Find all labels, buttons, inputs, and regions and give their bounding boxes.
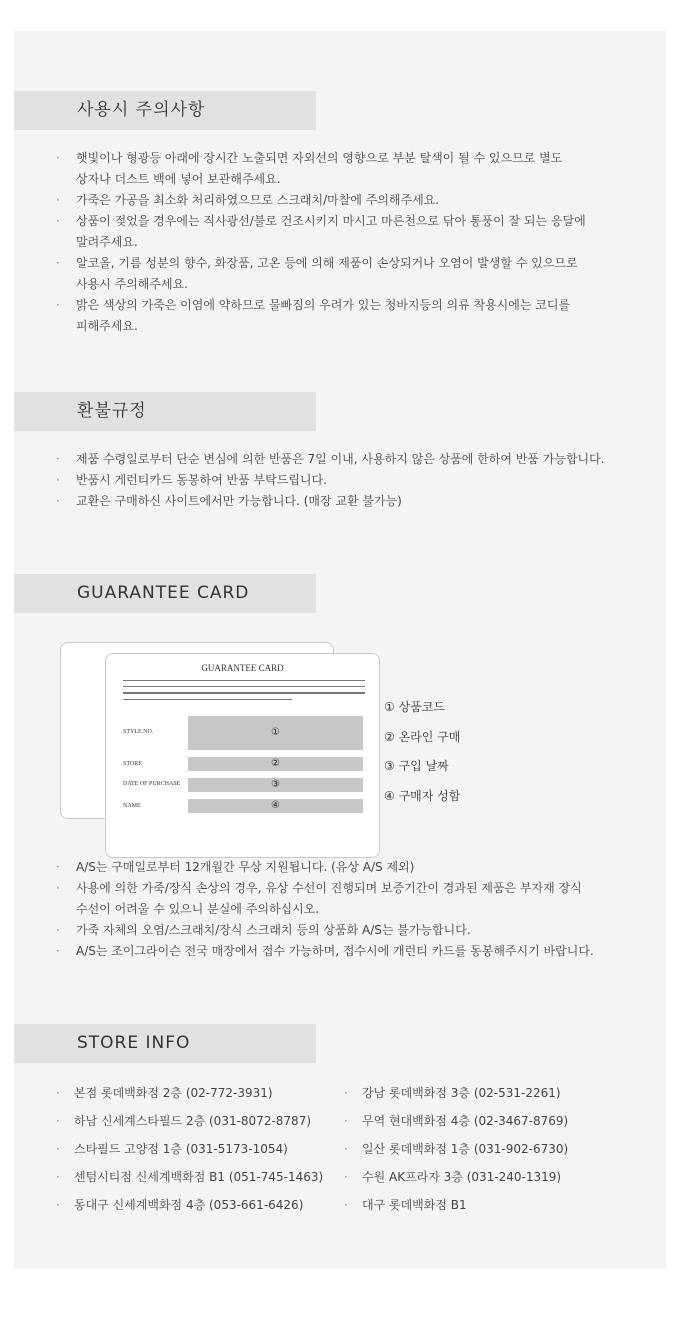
- caution-title: 사용시 주의사항: [77, 100, 206, 120]
- card-row-label: STYLE NO.: [123, 729, 154, 735]
- store-item: · 무역 현대백화점 4층 (02-3467-8769): [344, 1114, 568, 1142]
- card-row-label: STORE: [123, 761, 142, 767]
- guarantee-title: GUARANTEE CARD: [77, 583, 250, 603]
- card-fine-print: [123, 680, 365, 710]
- list-item: · A/S는 구매일로부터 12개월간 무상 지원됩니다. (유상 A/S 제외): [56, 857, 594, 878]
- card-row-label: NAME: [123, 803, 141, 809]
- refund-section-header: [14, 392, 316, 431]
- store-item: · 강남 롯데백화점 3층 (02-531-2261): [344, 1086, 568, 1114]
- store-item: · 센텀시티점 신세계백화점 B1 (051-745-1463): [56, 1170, 323, 1198]
- list-item: · 밝은 색상의 가죽은 이염에 약하므로 물빠짐의 우려가 있는 청바지등의 의류 착용시에는 코디를 피해주세요.: [56, 295, 586, 337]
- card-field-box: ①: [188, 716, 363, 750]
- card-title: GUARANTEE CARD: [201, 663, 284, 673]
- store-column-right: [344, 1086, 568, 1226]
- card-row-label: DATE OF PURCHASE: [123, 781, 181, 787]
- list-item: · 가죽은 가공을 최소화 처리하였으므로 스크래치/마찰에 주의해주세요.: [56, 190, 586, 211]
- card-legend: [384, 698, 460, 816]
- list-item: · A/S는 조이그라이슨 전국 매장에서 접수 가능하며, 접수시에 개런티 카드를 동봉해주시기 바랍니다.: [56, 941, 594, 962]
- caution-section-header: [14, 91, 316, 130]
- list-item: · 사용에 의한 가죽/장식 손상의 경우, 유상 수선이 진행되며 보증기간이 경과된 제품은 부자재 장식 수선이 어려울 수 있으니 분실에 주의하십시오.: [56, 878, 594, 920]
- store-item: · 일산 롯데백화점 1층 (031-902-6730): [344, 1142, 568, 1170]
- list-item: · 가죽 자체의 오염/스크래치/장식 스크래치 등의 상품화 A/S는 불가능합니다.: [56, 920, 594, 941]
- list-item: · 반품시 게런티카드 동봉하여 반품 부탁드립니다.: [56, 470, 605, 491]
- legend-item: ② 온라인 구매: [384, 729, 461, 744]
- store-section-header: [14, 1024, 316, 1063]
- list-item: · 알코올, 기름 성분의 향수, 화장품, 고온 등에 의해 제품이 손상되거나 오염이 발생할 수 있으므로 사용시 주의해주세요.: [56, 253, 586, 295]
- list-item: · 제품 수령일로부터 단순 변심에 의한 반품은 7일 이내, 사용하지 않은 상품에 한하여 반품 가능합니다.: [56, 449, 605, 470]
- store-item: · 본점 롯데백화점 2층 (02-772-3931): [56, 1086, 323, 1114]
- guarantee-section-header: [14, 574, 316, 613]
- list-item: · 상품이 젖었을 경우에는 직사광선/불로 건조시키지 마시고 마른천으로 닦아 통풍이 잘 되는 응달에 말려주세요.: [56, 211, 586, 253]
- store-item: · 스타필드 고양점 1층 (031-5173-1054): [56, 1142, 323, 1170]
- caution-list: [56, 148, 586, 337]
- refund-title: 환불규정: [77, 401, 147, 421]
- store-item: · 동대구 신세계백화점 4층 (053-661-6426): [56, 1198, 323, 1226]
- card-field-box: ④: [188, 799, 363, 813]
- card-field-box: ③: [188, 778, 363, 792]
- list-item: · 교환은 구매하신 사이트에서만 가능합니다. (매장 교환 불가능): [56, 491, 605, 512]
- store-item: · 대구 롯데백화점 B1: [344, 1198, 568, 1226]
- store-column-left: [56, 1086, 323, 1226]
- store-title: STORE INFO: [77, 1033, 191, 1053]
- store-item: · 수원 AK프라자 3층 (031-240-1319): [344, 1170, 568, 1198]
- refund-list: [56, 449, 605, 512]
- card-field-box: ②: [188, 757, 363, 771]
- list-item: · 햇빛이나 형광등 아래에 장시간 노출되면 자외선의 영향으로 부분 탈색이 될 수 있으므로 별도 상자나 더스트 백에 넣어 보관해주세요.: [56, 148, 586, 190]
- store-item: · 하남 신세계스타필드 2층 (031-8072-8787): [56, 1114, 323, 1142]
- as-notes-list: [56, 857, 594, 962]
- guarantee-card: [105, 653, 380, 858]
- legend-item: ④ 구매자 성함: [384, 788, 461, 803]
- legend-item: ① 상품코드: [384, 700, 445, 714]
- legend-item: ③ 구입 날짜: [384, 759, 449, 773]
